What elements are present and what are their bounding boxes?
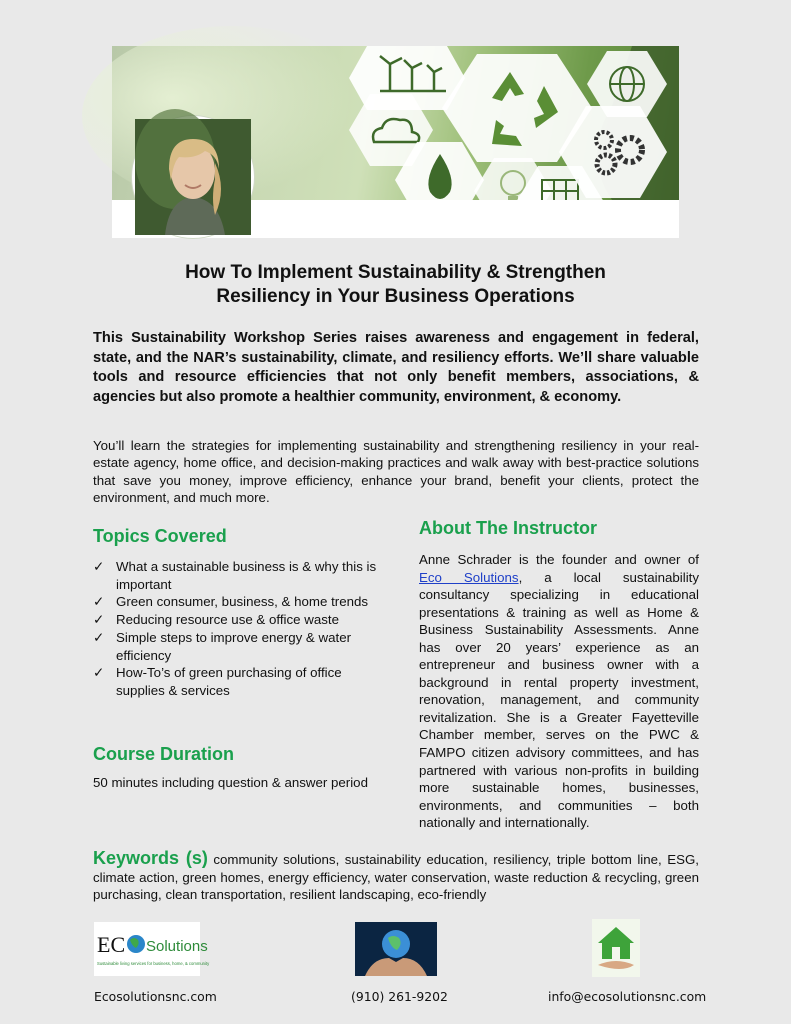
checkmark-icon: ✓ <box>93 594 105 610</box>
topics-heading: Topics Covered <box>93 526 227 546</box>
topic-item-text: How-To’s of green purchasing of office supplies & services <box>116 665 342 698</box>
title-line-2: Resiliency in Your Business Operations <box>216 286 575 307</box>
footer-email[interactable]: info@ecosolutionsnc.com <box>548 989 707 1004</box>
house-icon <box>592 919 640 977</box>
instructor-heading: About The Instructor <box>419 518 597 538</box>
topic-item <box>93 611 393 629</box>
topic-item <box>93 664 393 699</box>
footer-phone: (910) 261-9202 <box>351 989 448 1004</box>
keywords-heading: Keywords (s) <box>93 848 208 868</box>
eco-solutions-link[interactable]: Eco Solutions <box>419 569 519 585</box>
checkmark-icon: ✓ <box>93 559 105 574</box>
topic-item-text: Reducing resource use & office waste <box>116 612 339 628</box>
topics-list <box>93 558 393 700</box>
logo-ec-text: EC <box>97 932 126 957</box>
globe-hands-image <box>355 922 437 976</box>
topic-item <box>93 558 393 593</box>
body-paragraph: You’ll learn the strategies for implementing sustainability and strengthening resiliency in your real-estate agency, home office, and decision-making practices and walk away with best-practice solutions that save you money, improve efficiency, enhance your brand, benefit your clients, protect the environment, and much more. <box>93 438 699 506</box>
checkmark-icon: ✓ <box>93 612 105 628</box>
intro-paragraph: This Sustainability Workshop Series raises awareness and engagement in federal, state, and the NAR’s sustainability, climate, and resiliency efforts. We’ll share valuable tools and resource efficiencies that not only benefit members, associations, & agencies but also promote a healthier community, environment, & economy. <box>93 330 699 405</box>
checkmark-icon: ✓ <box>93 665 105 681</box>
logo-tagline: Sustainable living services for business, home, & community <box>97 961 210 966</box>
page-title <box>60 261 731 309</box>
topic-item-text: Simple steps to improve energy & water efficiency <box>116 629 352 663</box>
logo-solutions-text: Solutions <box>146 938 208 955</box>
checkmark-icon: ✓ <box>93 629 105 645</box>
footer-website[interactable]: Ecosolutionsnc.com <box>94 989 217 1004</box>
title-line-1: How To Implement Sustainability & Strengthen <box>185 262 606 283</box>
keywords-text: community solutions, sustainability education, resiliency, triple bottom line, ESG, climate action, green homes, energy efficiency, water conservation, waste reduction & recycling, green purchasing, clean transportation, resilient landscaping, eco-friendly <box>93 852 699 903</box>
topic-item-text: What a sustainable business is & why this is important <box>116 559 377 592</box>
topic-item <box>93 629 393 664</box>
bio-intro: Anne Schrader is the founder and owner of <box>419 552 699 567</box>
bio-rest: , a local sustainability consultancy specializing in educational presentations & training as well as Home & Business Sustainability Assessments. Anne has over 20 years’ experience as an entrepreneur and business owner with a background in rental property investment, renovation, management, and community revitalization. She is a Greater Fayetteville Chamber member, serves on the PWC & FAMPO citizen advisory committees, and has partnered with various non-profits in building more sustainable homes, businesses, environments, and communities – both nationally and internationally. <box>419 569 699 831</box>
instructor-photo <box>132 116 254 238</box>
duration-heading: Course Duration <box>93 744 235 764</box>
eco-solutions-logo <box>94 922 210 976</box>
instructor-bio <box>419 551 699 832</box>
topic-item <box>93 593 393 611</box>
duration-text: 50 minutes including question & answer period <box>93 775 368 790</box>
keywords-section <box>93 850 699 904</box>
topic-item-text: Green consumer, business, & home trends <box>116 594 369 610</box>
